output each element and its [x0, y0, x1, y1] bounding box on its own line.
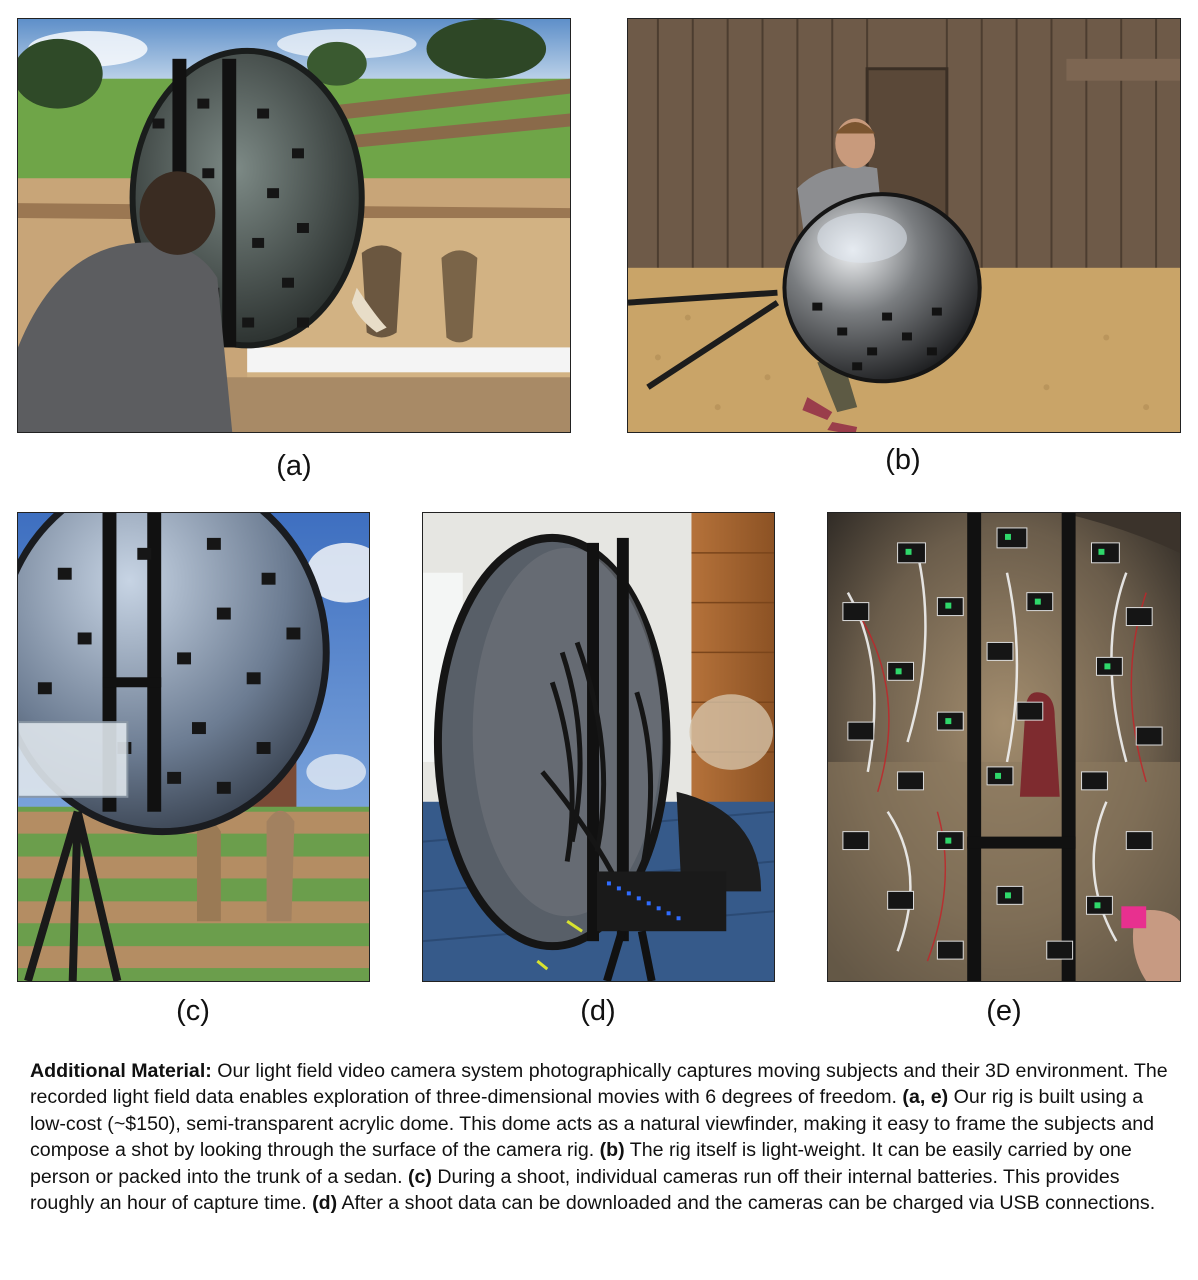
- photo-panel-a: [17, 18, 571, 433]
- caption-c-label: (c): [407, 1165, 432, 1188]
- caption-c-text: During a shoot, individual cameras run off their internal batteries. This provides roughly an hour of capture time.: [30, 1165, 1120, 1215]
- person-carrying-dome-photo: [628, 19, 1180, 432]
- dome-on-tripod-sky-photo: [18, 513, 369, 981]
- photo-panel-e: [827, 512, 1181, 982]
- panel-label-e: (e): [986, 995, 1022, 1027]
- photo-panel-c: [17, 512, 370, 982]
- photo-panel-b: [627, 18, 1181, 433]
- camera-dome-fence-goats-photo: [18, 19, 570, 432]
- caption-intro: Our light field video camera system photographically captures moving subjects and their 3D environment. The recorded light field data enables exploration of three-dimensional movies with 6 degrees of freedom.: [30, 1060, 1168, 1109]
- panel-label-a: (a): [276, 450, 312, 482]
- panel-label-b: (b): [885, 444, 921, 476]
- caption-d-label: (d): [312, 1192, 338, 1215]
- dome-back-cables-photo: [423, 513, 774, 981]
- caption-ae-label: (a, e): [902, 1086, 949, 1109]
- caption-ae-text: Our rig is built using a low-cost (~$150), semi-transparent acrylic dome. This dome acts as a natural viewfinder, making it easy to frame the subjects and compose a shot by looking through the surface of the camera rig.: [30, 1086, 1155, 1162]
- photo-panel-d: [422, 512, 775, 982]
- caption-b-text: The rig itself is light-weight. It can be easily carried by one person or packed into the trunk of a sedan.: [30, 1139, 1132, 1188]
- panel-label-d: (d): [580, 995, 616, 1027]
- caption-b-label: (b): [599, 1139, 625, 1162]
- caption-lead: Additional Material:: [30, 1060, 212, 1082]
- caption-d-text: After a shoot data can be downloaded and the cameras can be charged via USB connections.: [337, 1192, 1156, 1215]
- panel-label-c: (c): [176, 995, 210, 1027]
- figure-caption: [30, 1058, 1170, 1216]
- view-through-dome-photo: [828, 513, 1180, 981]
